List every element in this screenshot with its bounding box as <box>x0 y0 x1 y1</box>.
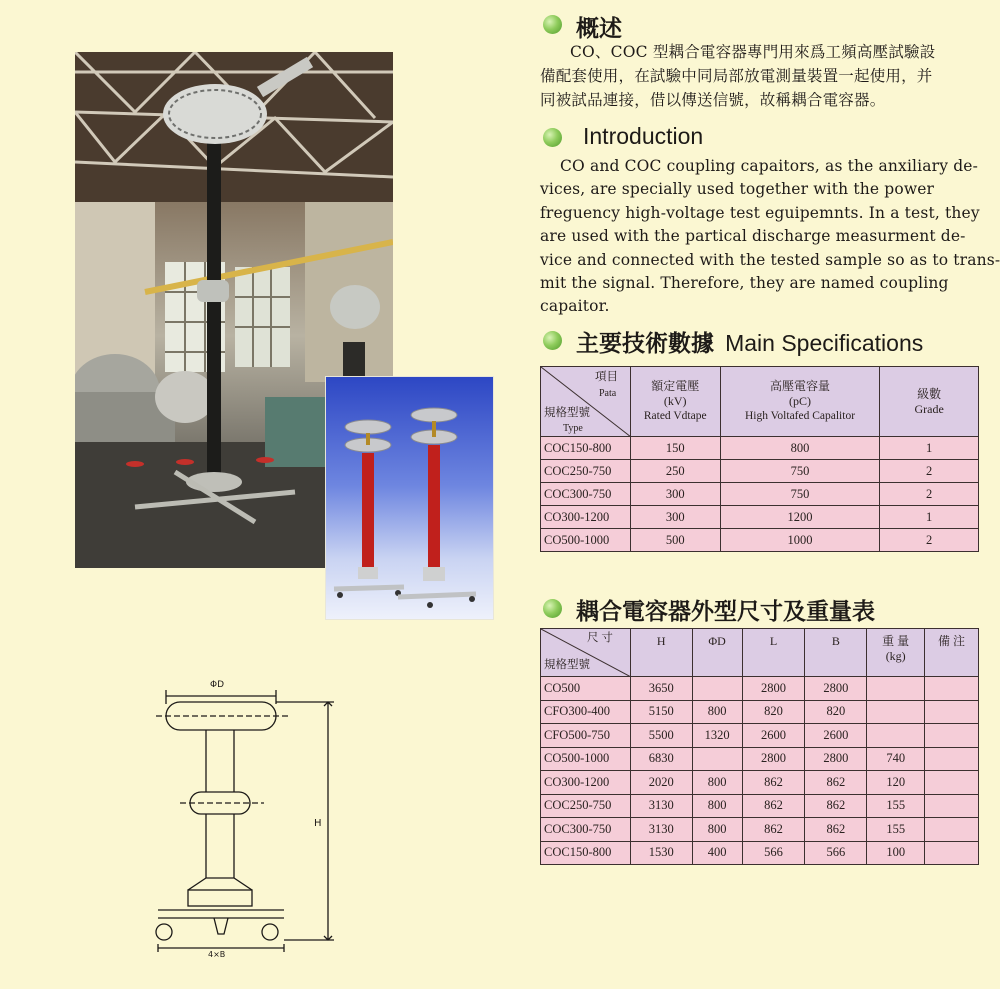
value-cell: 2 <box>880 483 979 506</box>
introduction-line: are used with the partical discharge measurment de- <box>540 227 966 246</box>
weight-unit: (kg) <box>885 649 906 663</box>
introduction-paragraph <box>540 155 1000 319</box>
bullet-icon <box>543 15 562 34</box>
value-cell: 3130 <box>630 794 692 818</box>
table-row <box>541 724 979 748</box>
header-b: B <box>805 629 867 677</box>
header-en: High Voltafed Capalitor <box>744 410 856 422</box>
value-cell: 500 <box>630 529 720 552</box>
header-unit: (kV) <box>663 394 687 408</box>
overview-line: 備配套使用，在試驗中同局部放電測量裝置一起使用，并 <box>540 67 933 85</box>
value-cell: 2020 <box>630 771 692 795</box>
value-cell: 155 <box>867 794 925 818</box>
value-cell: 100 <box>867 841 925 865</box>
header-zh: 額定電壓 <box>651 379 700 393</box>
overview-paragraph <box>540 40 935 112</box>
table-row <box>541 506 979 529</box>
model-cell: COC300-750 <box>541 483 631 506</box>
header-weight <box>867 629 925 677</box>
header-d: ΦD <box>692 629 742 677</box>
header-zh: 級數 <box>917 386 942 401</box>
header-remarks: 備 注 <box>925 629 979 677</box>
value-cell <box>925 818 979 842</box>
value-cell: 250 <box>630 460 720 483</box>
bullet-icon <box>543 599 562 618</box>
value-cell: 566 <box>805 841 867 865</box>
table-row <box>541 841 979 865</box>
model-cell: CFO500-750 <box>541 724 631 748</box>
specs-heading-en: Main Specifications <box>725 330 924 356</box>
model-cell: COC300-750 <box>541 818 631 842</box>
value-cell <box>692 677 742 701</box>
value-cell: 2 <box>880 529 979 552</box>
value-cell <box>867 724 925 748</box>
value-cell: 862 <box>742 818 805 842</box>
value-cell <box>867 700 925 724</box>
corner-bottom: 規格型號 <box>544 659 590 671</box>
value-cell: 800 <box>692 818 742 842</box>
value-cell: 5150 <box>630 700 692 724</box>
value-cell: 2800 <box>742 747 805 771</box>
table-row <box>541 677 979 701</box>
introduction-line: capaitor. <box>540 297 610 316</box>
value-cell: 5500 <box>630 724 692 748</box>
value-cell: 862 <box>805 818 867 842</box>
table-row <box>541 747 979 771</box>
header-en: Grade <box>914 401 944 416</box>
table-row <box>541 460 979 483</box>
value-cell <box>925 771 979 795</box>
value-cell: 820 <box>805 700 867 724</box>
overview-heading: 概述 <box>576 16 622 42</box>
value-cell: 3130 <box>630 818 692 842</box>
value-cell: 1 <box>880 437 979 460</box>
value-cell: 862 <box>805 771 867 795</box>
value-cell: 400 <box>692 841 742 865</box>
specs-corner-cell <box>541 367 631 437</box>
value-cell <box>925 747 979 771</box>
overview-line: 同被試品連接，借以傳送信號，故稱耦合電容器。 <box>540 91 886 109</box>
corner-bottom-en: Type <box>563 423 583 434</box>
value-cell: 120 <box>867 771 925 795</box>
dimensions-heading: 耦合電容器外型尺寸及重量表 <box>576 599 875 625</box>
value-cell: 2600 <box>742 724 805 748</box>
value-cell: 155 <box>867 818 925 842</box>
table-row <box>541 794 979 818</box>
header-zh: 高壓電容量 <box>769 379 830 393</box>
bullet-icon <box>543 331 562 350</box>
value-cell: 800 <box>692 794 742 818</box>
value-cell: 2800 <box>742 677 805 701</box>
corner-top-en: Pata <box>599 388 617 399</box>
value-cell <box>925 794 979 818</box>
value-cell <box>925 700 979 724</box>
corner-bottom-zh: 規格型號 <box>544 407 590 419</box>
value-cell: 800 <box>692 771 742 795</box>
weight-label: 重 量 <box>882 634 910 648</box>
value-cell: 150 <box>630 437 720 460</box>
value-cell: 2600 <box>805 724 867 748</box>
model-cell: CO300-1200 <box>541 506 631 529</box>
value-cell <box>925 724 979 748</box>
value-cell: 6830 <box>630 747 692 771</box>
value-cell: 820 <box>742 700 805 724</box>
specs-heading <box>576 325 923 358</box>
corner-top: 尺 寸 <box>587 632 613 644</box>
value-cell: 1530 <box>630 841 692 865</box>
value-cell: 750 <box>720 460 880 483</box>
dimensions-corner-cell <box>541 629 631 677</box>
header-rated-voltage <box>630 367 720 437</box>
overview-line: CO、COC 型耦合電容器專門用來爲工頻高壓試驗設 <box>570 43 936 61</box>
model-cell: CO500-1000 <box>541 529 631 552</box>
table-row <box>541 529 979 552</box>
table-row <box>541 483 979 506</box>
model-cell: CFO300-400 <box>541 700 631 724</box>
value-cell: 800 <box>692 700 742 724</box>
value-cell: 800 <box>720 437 880 460</box>
value-cell: 300 <box>630 506 720 529</box>
bullet-icon <box>543 128 562 147</box>
drawing-label-base: 4×B <box>208 950 226 959</box>
table-row <box>541 771 979 795</box>
value-cell: 3650 <box>630 677 692 701</box>
value-cell: 1200 <box>720 506 880 529</box>
table-row <box>541 437 979 460</box>
header-h: H <box>630 629 692 677</box>
value-cell: 1320 <box>692 724 742 748</box>
model-cell: COC150-800 <box>541 437 631 460</box>
drawing-label-h: H <box>314 818 322 829</box>
header-l: L <box>742 629 805 677</box>
header-capacitance <box>720 367 880 437</box>
value-cell <box>925 841 979 865</box>
header-unit: (pC) <box>788 394 811 408</box>
value-cell: 862 <box>742 794 805 818</box>
dimensions-table <box>540 628 979 865</box>
table-row <box>541 700 979 724</box>
value-cell: 1 <box>880 506 979 529</box>
value-cell: 862 <box>805 794 867 818</box>
value-cell: 750 <box>720 483 880 506</box>
value-cell: 2800 <box>805 677 867 701</box>
introduction-line: mit the signal. Therefore, they are named coupling <box>540 274 949 293</box>
specs-heading-zh: 主要技術數據 <box>576 331 714 357</box>
introduction-line: CO and COC coupling capaitors, as the anxiliary de- <box>560 157 978 175</box>
model-cell: COC150-800 <box>541 841 631 865</box>
table-row <box>541 818 979 842</box>
value-cell: 2 <box>880 460 979 483</box>
value-cell <box>692 747 742 771</box>
model-cell: COC250-750 <box>541 460 631 483</box>
capacitor-dimension-drawing <box>148 678 340 968</box>
model-cell: COC250-750 <box>541 794 631 818</box>
drawing-label-d: ΦD <box>210 680 225 690</box>
value-cell: 862 <box>742 771 805 795</box>
value-cell <box>867 677 925 701</box>
value-cell: 566 <box>742 841 805 865</box>
introduction-line: vice and connected with the tested sample so as to trans- <box>540 250 1000 269</box>
model-cell: CO500-1000 <box>541 747 631 771</box>
header-grade <box>880 367 979 437</box>
capacitor-product-photo <box>325 376 494 620</box>
value-cell: 2800 <box>805 747 867 771</box>
model-cell: CO300-1200 <box>541 771 631 795</box>
introduction-heading: Introduction <box>583 123 704 149</box>
value-cell: 1000 <box>720 529 880 552</box>
introduction-line: vices, are specially used together with the power <box>540 180 935 199</box>
value-cell: 300 <box>630 483 720 506</box>
introduction-line: freguency high-voltage test eguipemnts. In a test, they <box>540 203 980 222</box>
corner-top-zh: 項目 <box>595 371 618 383</box>
model-cell: CO500 <box>541 677 631 701</box>
header-en: Rated Vdtape <box>643 410 707 422</box>
specifications-table <box>540 366 979 552</box>
value-cell: 740 <box>867 747 925 771</box>
value-cell <box>925 677 979 701</box>
